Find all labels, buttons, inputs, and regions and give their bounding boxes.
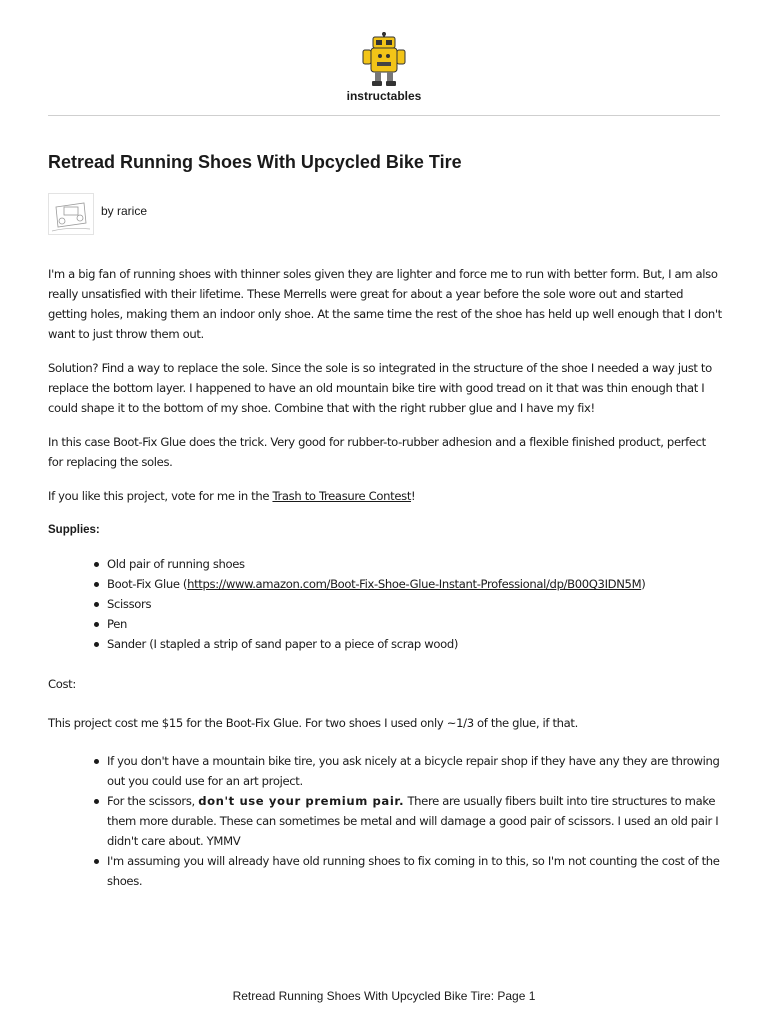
solution-paragraph: Solution? Find a way to replace the sole. Since the sole is so integrated in the structure of the shoe I needed a way just to replace the bottom layer. I happened to have an old mountain bike tire with good tread on it that was thin enough that I could shape it to the bottom of my shoe. Combine that with the right rubber glue and I have my fix!: [48, 361, 712, 415]
glue-item-text: Boot-Fix Glue (: [107, 577, 188, 591]
list-item: [107, 791, 722, 851]
header-divider: [48, 115, 720, 116]
list-item: I'm assuming you will already have old running shoes to fix coming in to this, so I'm not counting the cost of the shoes.: [107, 851, 722, 891]
notes-list: [48, 751, 722, 891]
supplies-heading: Supplies:: [48, 524, 100, 536]
list-item: [107, 574, 722, 594]
contest-text-after: !: [411, 489, 416, 503]
author-avatar-sketch-icon[interactable]: [48, 193, 94, 235]
scissors-note-after: There are usually fibers built into tire structures to make them more durable. These can sometimes be metal and will damage a good pair of scissors. I used an old pair I didn't care about. YMMV: [107, 794, 719, 848]
page-title: Retread Running Shoes With Upcycled Bike Tire: [48, 152, 462, 172]
list-item: Scissors: [107, 594, 722, 614]
list-item: Old pair of running shoes: [107, 554, 722, 574]
contest-paragraph: [48, 486, 722, 506]
list-item: If you don't have a mountain bike tire, you ask nicely at a bicycle repair shop if they have any they are throwing out you could use for an art project.: [107, 751, 722, 791]
page-footer: Retread Running Shoes With Upcycled Bike Tire: Page 1: [232, 989, 536, 1003]
list-item: Pen: [107, 614, 722, 634]
brand-name[interactable]: instructables: [346, 89, 422, 103]
cost-heading: Cost:: [48, 677, 76, 691]
article-body: [48, 264, 722, 907]
supplies-list: [48, 554, 722, 654]
intro-paragraph: I'm a big fan of running shoes with thinner soles given they are lighter and force me to run with better form. But, I am also really unsatisfied with their lifetime. These Merrells were great for about a year before the sole wore out and started getting holes, making them an indoor only shoe. At the same time the rest of the shoe has held up well enough that I don't want to just throw them out.: [48, 267, 722, 341]
scissors-warning: don't use your premium pair.: [198, 794, 405, 808]
glue-item-close: ): [641, 577, 646, 591]
contest-link[interactable]: Trash to Treasure Contest: [272, 489, 412, 503]
contest-text-before: If you like this project, vote for me in the: [48, 489, 273, 503]
glue-product-link[interactable]: https://www.amazon.com/Boot-Fix-Shoe-Glue-Instant-Professional/dp/B00Q3IDN5M: [187, 577, 642, 591]
glue-paragraph: In this case Boot-Fix Glue does the trick. Very good for rubber-to-rubber adhesion and a flexible finished product, perfect for replacing the soles.: [48, 435, 706, 469]
page-header: [0, 0, 768, 116]
author-byline[interactable]: by rarice: [101, 204, 148, 218]
list-item: Sander (I stapled a strip of sand paper to a piece of scrap wood): [107, 634, 722, 654]
cost-paragraph: This project cost me $15 for the Boot-Fix Glue. For two shoes I used only ~1/3 of the glue, if that.: [48, 716, 578, 730]
robot-mascot-icon: [359, 32, 409, 88]
scissors-note-before: For the scissors,: [107, 794, 199, 808]
